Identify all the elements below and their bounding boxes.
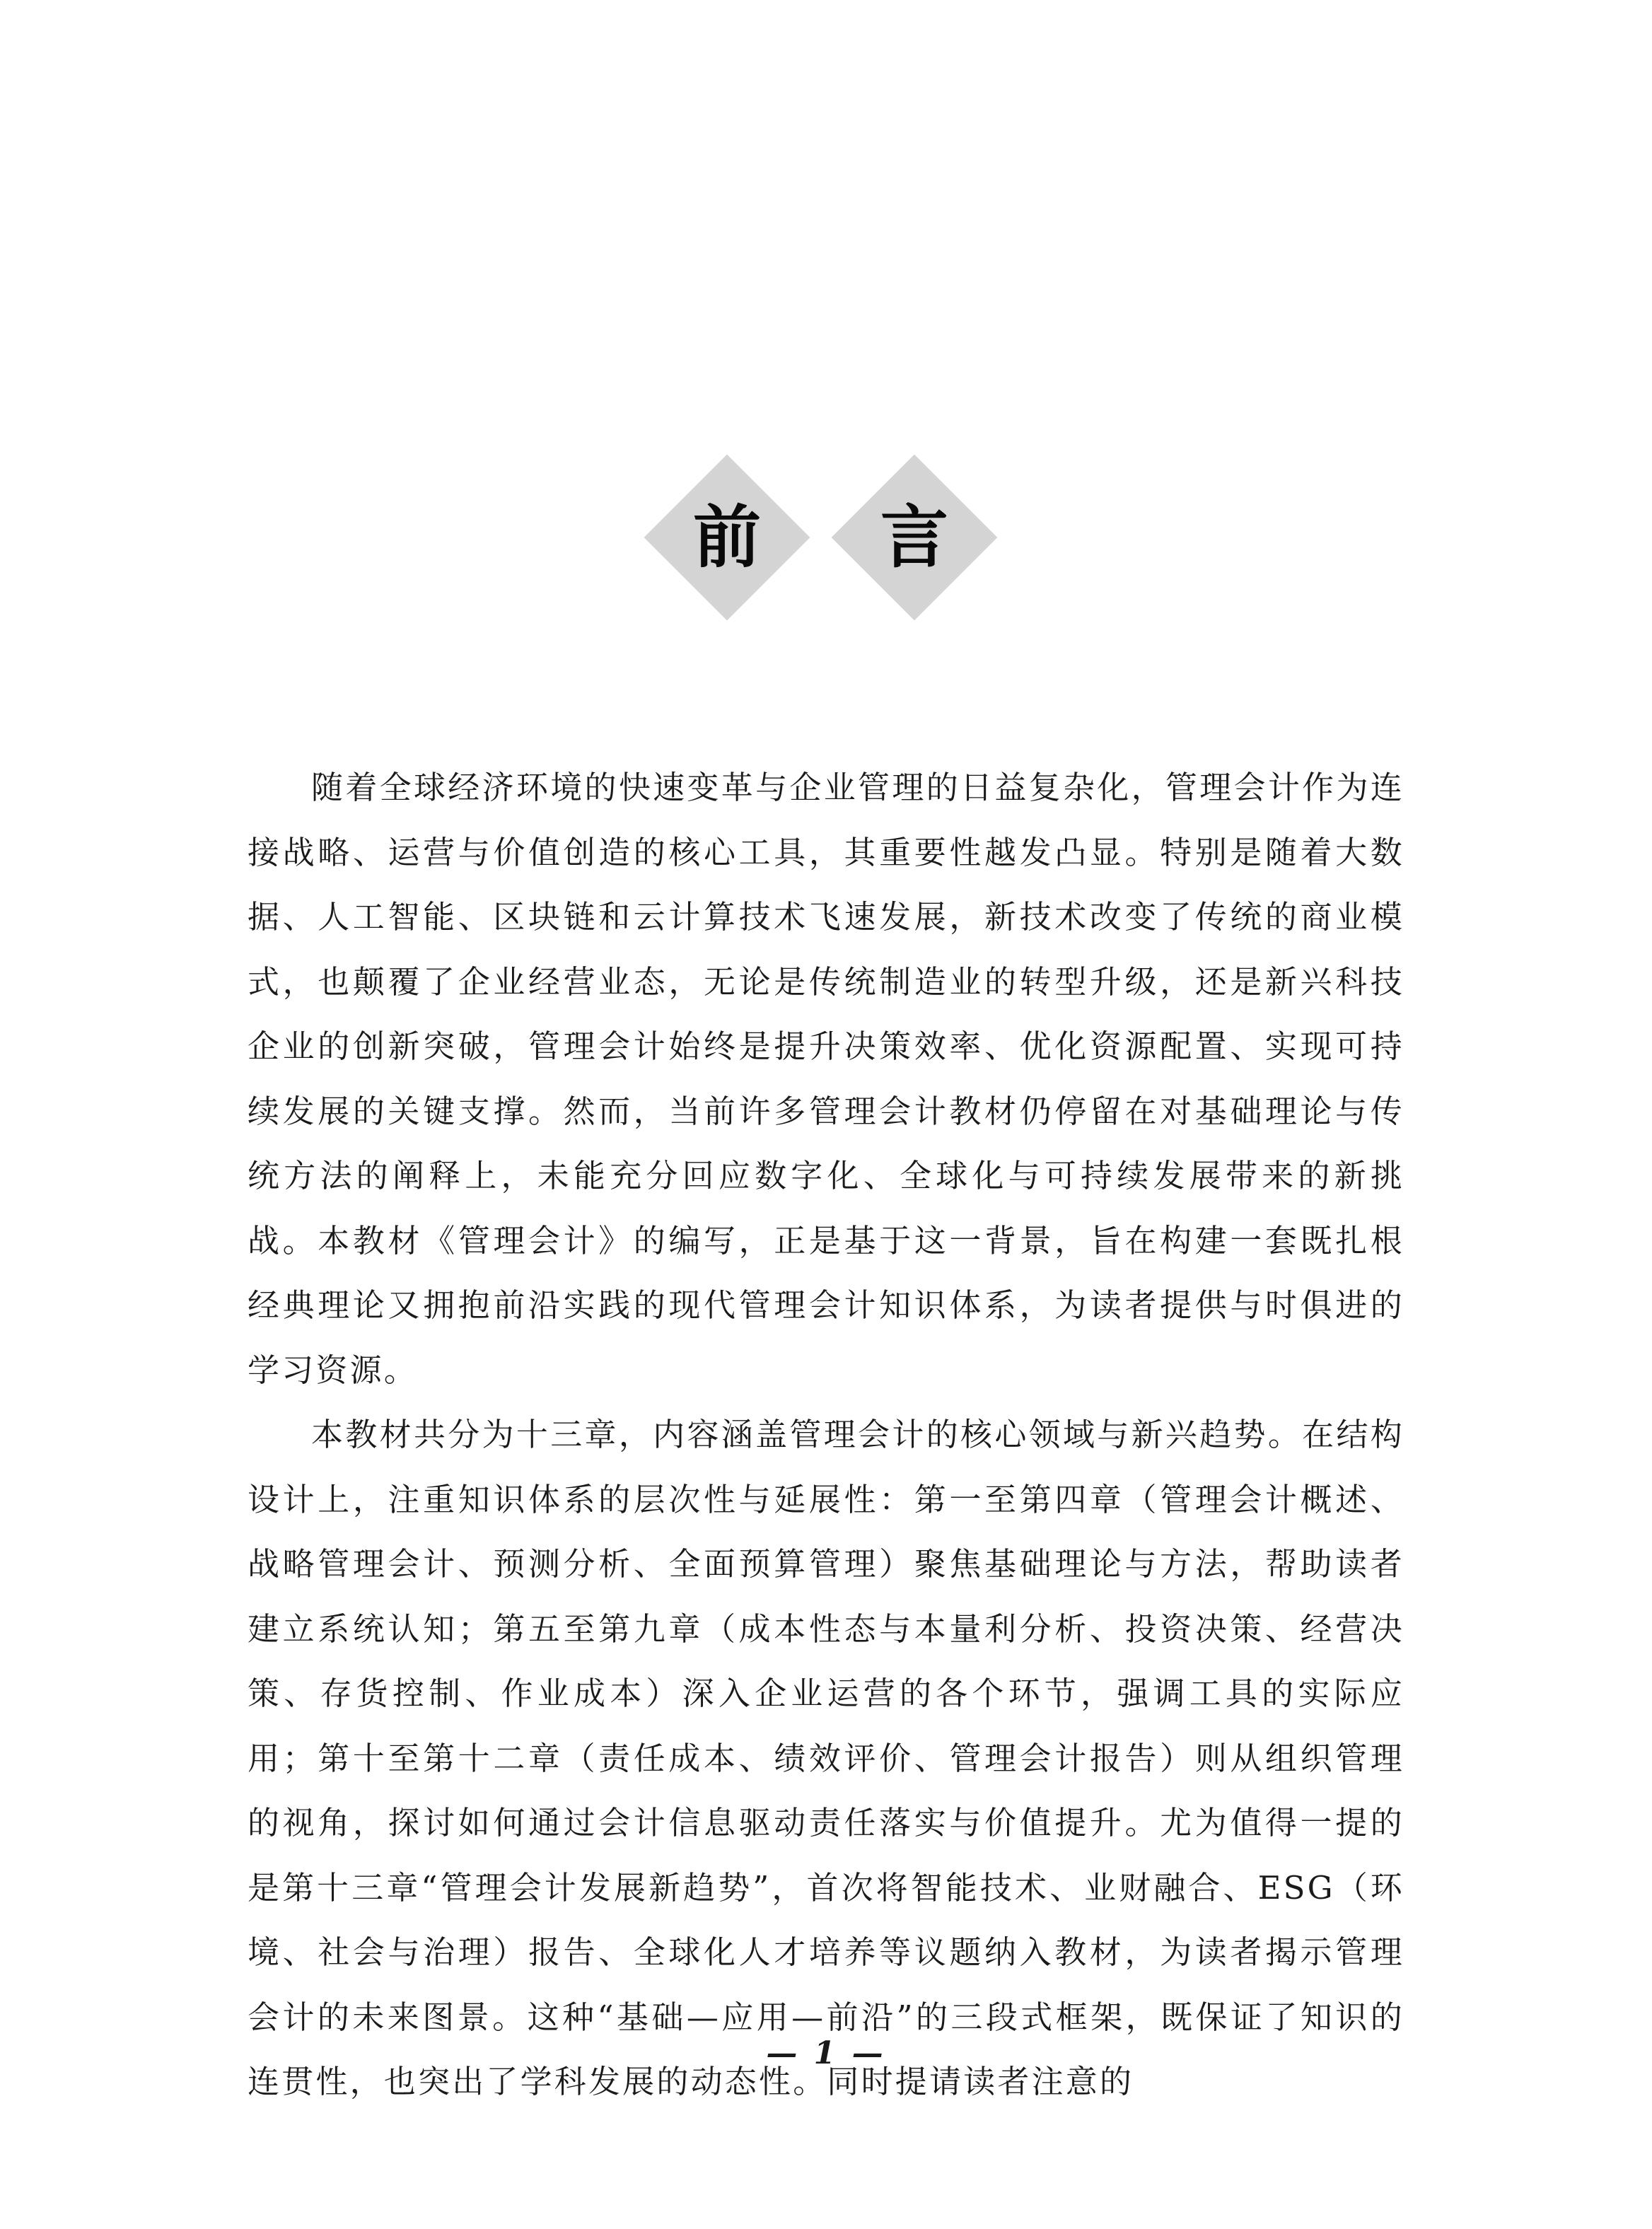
title-char-qian [642,453,812,622]
paragraph: 本教材共分为十三章，内容涵盖管理会计的核心领域与新兴趋势。在结构设计上，注重知识体系的层次性与延展性：第一至第四章（管理会计概述、战略管理会计、预测分析、全面预算管理）聚焦基础理论与方法，帮助读者建立系统认知；第五至第九章（成本性态与本量利分析、投资决策、经营决策、存货控制、作业成本）深入企业运营的各个环节，强调工具的实际应用；第十至第十二章（责任成本、绩效评价、管理会计报告）则从组织管理的视角，探讨如何通过会计信息驱动责任落实与价值提升。尤为值得一提的是第十三章“管理会计发展新趋势”，首次将智能技术、业财融合、ESG（环境、社会与治理）报告、全球化人才培养等议题纳入教材，为读者揭示管理会计的未来图景。这种“基础—应用—前沿”的三段式框架，既保证了知识的连贯性，也突出了学科发展的动态性。同时提请读者注意的 [248,1416,1404,2100]
title-char-text: 前 [693,497,761,577]
paragraph: 随着全球经济环境的快速变革与企业管理的日益复杂化，管理会计作为连接战略、运营与价值创造的核心工具，其重要性越发凸显。特别是随着大数据、人工智能、区块链和云计算技术飞速发展，新技术改变了传统的商业模式，也颠覆了企业经营业态，无论是传统制造业的转型升级，还是新兴科技企业的创新突破，管理会计始终是提升决策效率、优化资源配置、实现可持续发展的关键支撑。然而，当前许多管理会计教材仍停留在对基础理论与传统方法的阐释上，未能充分回应数字化、全球化与可持续发展带来的新挑战。本教材《管理会计》的编写，正是基于这一背景，旨在构建一套既扎根经典理论又拥抱前沿实践的现代管理会计知识体系，为读者提供与时俱进的学习资源。 [248,769,1404,1389]
title-char-yan [830,453,999,622]
page-number: — 1 — [766,2035,886,2071]
body-text [248,755,1404,2114]
page-title [0,453,1652,622]
title-char-text: 言 [880,497,948,577]
